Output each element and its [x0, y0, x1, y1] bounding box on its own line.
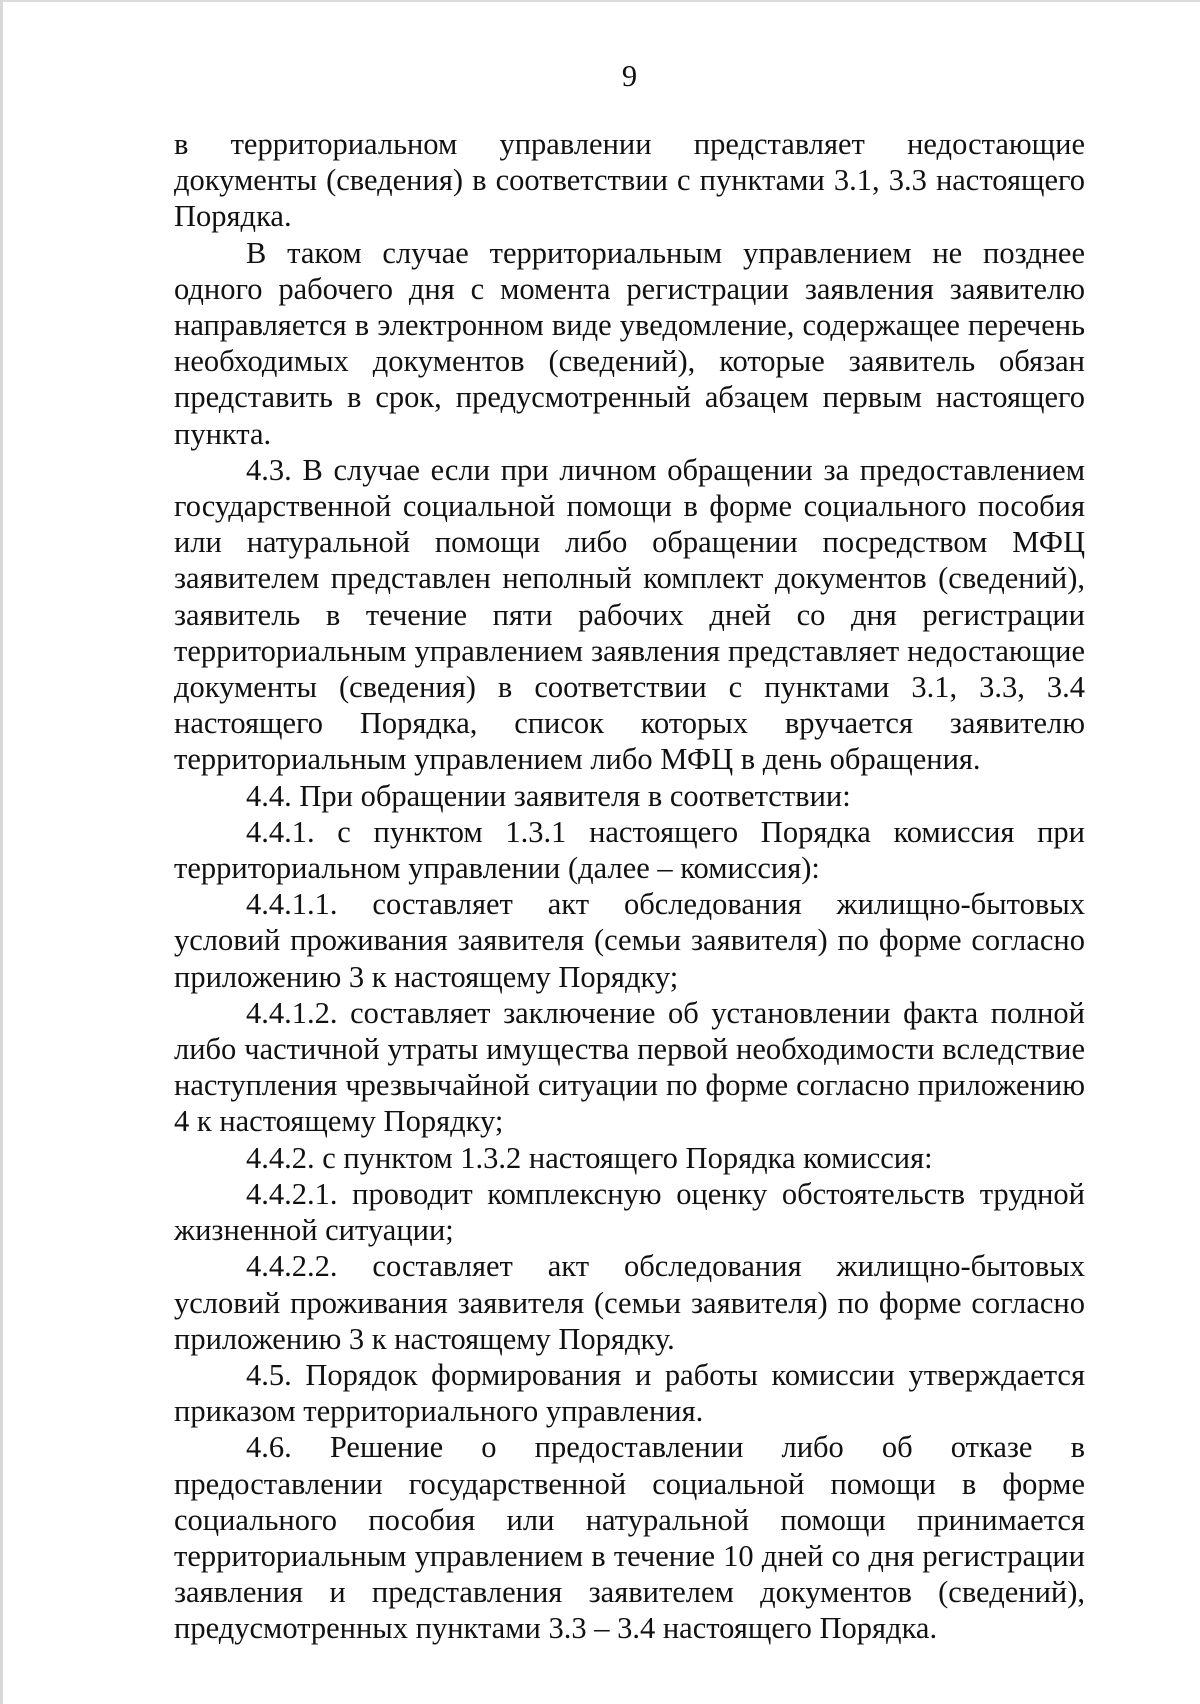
paragraph-4-4: 4.4. При обращении заявителя в соответствии:: [246, 778, 851, 813]
scan-edge-top: [0, 0, 1200, 2]
paragraph-4-4-2-2: 4.4.2.2. составляет акт обследования жилищно-бытовых условий проживания заявителя (семьи заявителя) по форме согласно приложению 3 к настоящему Порядку.: [174, 1249, 1085, 1356]
paragraph-4-4-1-1: 4.4.1.1. составляет акт обследования жилищно-бытовых условий проживания заявителя (семьи заявителя) по форме согласно приложению 3 к настоящему Порядку;: [174, 887, 1085, 994]
scan-edge-left: [0, 0, 3, 1704]
paragraph-4-4-1-2: 4.4.1.2. составляет заключение об установлении факта полной либо частичной утраты имущества первой необходимости вследствие наступления чрезвычайной ситуации по форме согласно приложению 4 к настоящему Порядку;: [174, 995, 1085, 1139]
page-number: 9: [621, 59, 638, 93]
paragraph-4-4-1: 4.4.1. с пунктом 1.3.1 настоящего Порядка комиссия при территориальном управлении (далее – комиссия):: [174, 814, 1085, 886]
paragraph-4-6: 4.6. Решение о предоставлении либо об отказе в предоставлении государственной социальной помощи в форме социального пособия или натуральной помощи принимается территориальным управлением в течение 10 дней со дня регистрации заявления и представления заявителем документов (сведений), предусмотренных пунктами 3.3 – 3.4 настоящего Порядка.: [174, 1430, 1085, 1646]
paragraph-notification: В таком случае территориальным управлением не позднее одного рабочего дня с момента регистрации заявления заявителю направляется в электронном виде уведомление, содержащее перечень необходимых документов (сведений), которые заявитель обязан представить в срок, предусмотренный абзацем первым настоящего пункта.: [174, 235, 1085, 451]
paragraph-4-4-2-1: 4.4.2.1. проводит комплексную оценку обстоятельств трудной жизненной ситуации;: [174, 1176, 1085, 1248]
paragraph-4-4-2: 4.4.2. с пунктом 1.3.2 настоящего Порядка комиссия:: [246, 1140, 933, 1175]
paragraph-4-5: 4.5. Порядок формирования и работы комиссии утверждается приказом территориального управления.: [174, 1357, 1085, 1429]
paragraph-continuation: в территориальном управлении представляет недостающие документы (сведения) в соответствии с пунктами 3.1, 3.3 настоящего Порядка.: [174, 127, 1085, 234]
paragraph-4-3: 4.3. В случае если при личном обращении за предоставлением государственной социальной помощи в форме социального пособия или натуральной помощи либо обращении посредством МФЦ заявителем представлен неполный комплект документов (сведений), заявитель в течение пяти рабочих дней со дня регистрации территориальным управлением заявления представляет недостающие документы (сведения) в соответствии с пунктами 3.1, 3.3, 3.4 настоящего Порядка, список которых вручается заявителю территориальным управлением либо МФЦ в день обращения.: [174, 452, 1085, 777]
